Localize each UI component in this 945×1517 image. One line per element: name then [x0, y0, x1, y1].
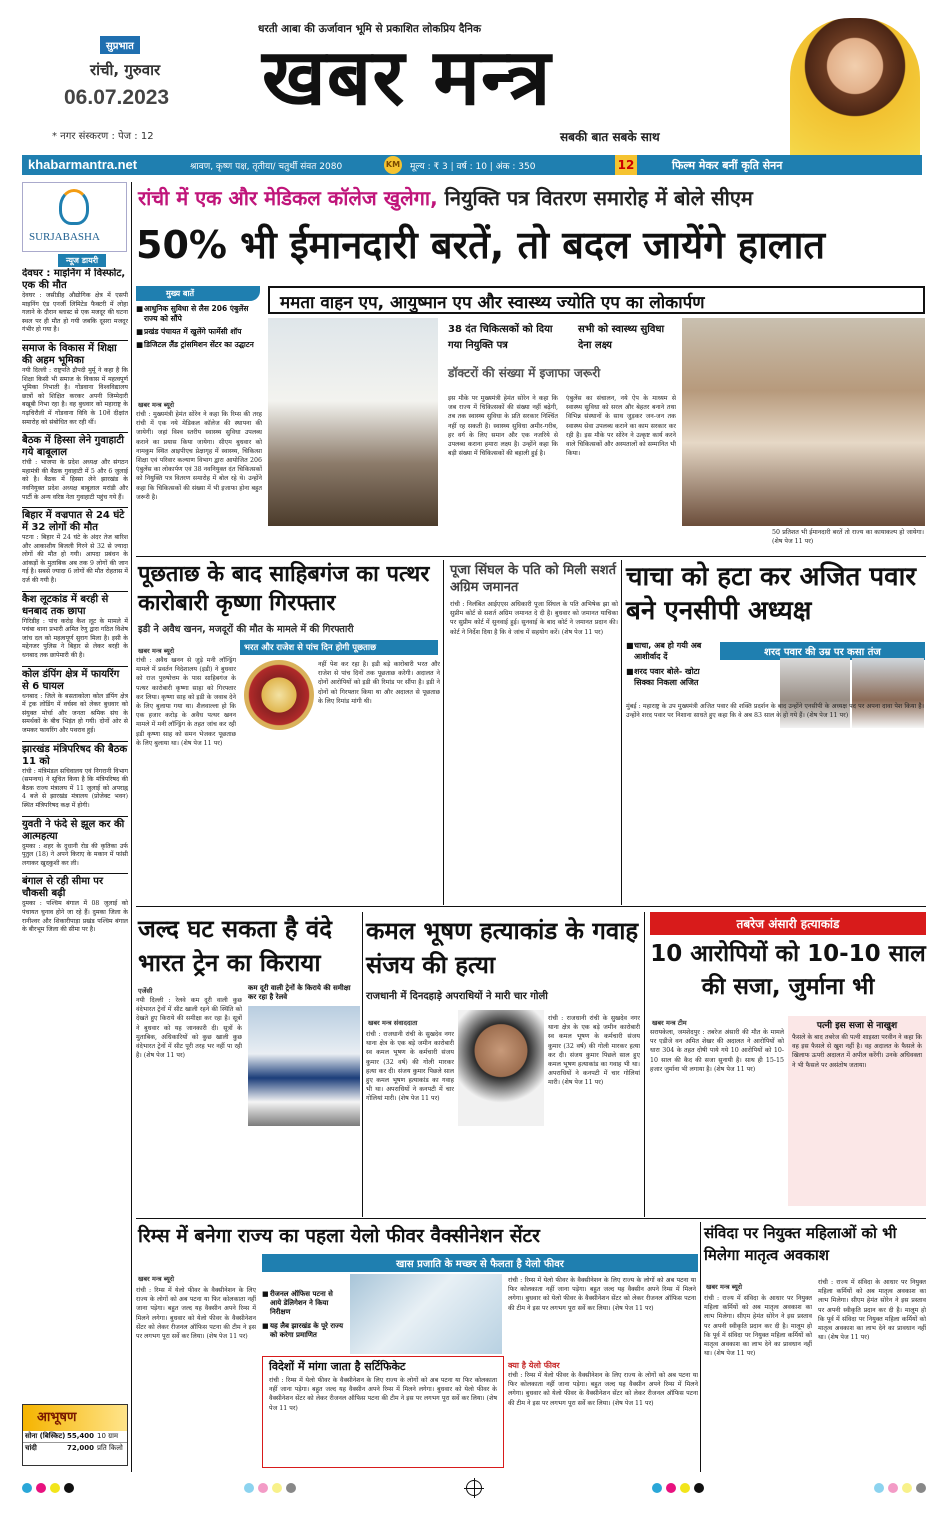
leave-headline: संविदा पर नियुक्त महिलाओं को भी मिलेगा मातृत्व अवकाश	[704, 1224, 897, 1264]
lead-body-3: एंबुलेंस का संचालन, नये ऐप के माध्यम से स्वास्थ्य सुविधा को सरल और बेहतर बनाने तथा विभिन्न संस्थानों के साथ जुड़कर जन-जन तक स्वास्थ्य सेवा उपलब्ध कराने का काम सरकार कर रही है। इस मौके पर सोरेन ने उत्कृष्ट कार्य करने वाले चिकित्सकों और अस्पतालों को सम्मानित भी किया।	[566, 395, 676, 458]
left-column-divider	[131, 182, 132, 1472]
tabrez-box-body: फैसले के बाद तबरेज की पत्नी शाइस्ता परवीन ने कहा कि वह इस फैसले से खुश नहीं है। वह अदालत के फैसले के खिलाफ ऊपरी अदालत में अपील करेंगी। उनके अधिवक्ता ने भी फैसले पर असंतोष जताया।	[792, 1034, 922, 1069]
tabrez-byline: खबर मन्त्र टीम	[652, 1019, 687, 1027]
kamal-headline: कमल भूषण हत्याकांड के गवाह संजय की हत्या	[366, 917, 639, 979]
sahibganj-box-title: भरत और राजेश से पांच दिन होगी पूछताछ	[240, 640, 438, 655]
rims-box-body: रांची : रिम्स में येलो फीवर के वैक्सीनेशन के लिए राज्य के लोगों को अब पटना या फिर कोलकाता नहीं जाना पड़ेगा। बहुत जल्द यह वैक्सीन अपने रिम्स में मिलने लगेगा। बुधवार को येलो फीवर के वैक्सीनेशन सेंटर को लेकर रीजनल ऑफिस पटना की टीम ने इस पर लगभग पूरा सर्वे कर लिया। (शेष पेज 11 पर)	[269, 1377, 497, 1412]
key-point: ■ डिजिटल लैंड ट्रांसमिशन सेंटर का उद्घाटन	[136, 340, 254, 349]
tabrez-box	[788, 1016, 926, 1206]
surjabasha-brand: SURJABASHA	[29, 231, 100, 243]
website-link[interactable]: khabarmantra.net	[28, 157, 138, 172]
train-body: नयी दिल्ली : रेलवे कम दूरी वाली कुछ वंदेभारत ट्रेनों में सीट खाली रहने की स्थिति को देखते हुए किराये की समीक्षा कर रहा है। सूत्रों ने बुधवार को यह जानकारी दी। सूत्रों के मुताबिक, अधिकारियों को कुछ खाली कुछ वंदेभारत ट्रेनों में सीट पूरी तरह भर नहीं पा रही है। (शेष पेज 11 पर)	[136, 997, 242, 1060]
diary-item: समाज के विकास में शिक्षा की अहम भूमिका नयी दिल्ली : राष्ट्रपति द्रौपदी मुर्मू ने कहा है कि शिक्षा किसी भी समाज के विकास में महत्वपूर्ण भूमिका निभाती है। गोंडवाना विश्वविद्यालय छात्रों को शिक्षित करकर अपनी जिम्मेदारी बखूबी निभा रहा है। वह बुधवार को महाराष्ट्र के गढ़चिरौली में गोंडवाना विवि के 10वें दीक्षांत समारोह को संबोधित कर रही थीं।	[22, 340, 128, 427]
ambulance-launch-photo	[268, 318, 438, 526]
diary-item: देवघर : माइनिंग में विस्फोट, एक की मौत देवघर : जसीडीह औद्योगिक क्षेत्र में एसपी माइनिंग एंड एनर्जी लिमिटेड फैक्टरी में लोहा गलाने के दौरान ब्लास्ट से एक मजदूर की घटना स्थल पर ही मौत हो गयी जबकि दूसरा मजदूर गंभीर हो गया है।	[22, 268, 128, 334]
sahibganj-body: रांची : अवैध खनन से जुड़े मनी लॉन्ड्रिंग मामले में प्रवर्तन निदेशालय (इडी) ने बुधवार को राज पुरुषोत्तम के पास साहिबगंज के पत्थर कारोबारी कृष्णा साहा को गिरफ्तार कर लिया। कृष्णा साह को इडी के जवाब देने के लिए बुलाया गया था। शैलवाल्‍ला हो कि एक हजार करोड़ के अवैध पत्थर खनन मामले में मनी लॉन्ड्रिंग के तहत जांच कर रही इडी कृष्णा साह को समन भेजकर पूछताछ के लिए बुलाया था। (शेष पेज 11 पर)	[136, 657, 236, 747]
color-dot-icon	[244, 1483, 296, 1493]
diary-item: झारखंड मंत्रिपरिषद की बैठक 11 को रांची : मंत्रिमंडल सचिवालय एवं निगरानी विभाग (समन्वय) ने सूचित किया है कि मंत्रिपरिषद की बैठक राज्य मंत्रालय में 11 जुलाई को अपराह्न 4 बजे से झारखंड मंत्रालय (प्रोजेक्ट भवन) स्थित मंत्रिपरिषद कक्ष में होगी।	[22, 741, 128, 811]
diary-item: बैठक में हिस्सा लेने गुवाहाटी गये बाबूलाल रांची : भाजपा के प्रदेश अध्यक्ष और संगठन महामंत्री की बैठक गुवाहाटी में 5 और 6 जुलाई को है। बैठक में हिस्सा लेने झारखंड के नवनियुक्त प्रदेश अध्यक्ष बाबूलाल मरांडी और पार्टी के अन्य वरिष्ठ नेता गुवाहाटी पहुंच गये हैं।	[22, 432, 128, 502]
tabrez-headline: 10 आरोपियों को 10-10 साल की सजा, जुर्माना भी	[650, 941, 926, 1000]
diary-item: बिहार में वज्रपात से 24 घंटे में 32 लोगों की मौत पटना : बिहार में 24 घंटे के अंदर तेज बारिश और आकाशीय बिजली गिरने से 32 से ज्यादा लोगों की मौत हो गयी। आपदा प्रबंधन के आंकड़ों के मुताबिक अब तक 9 लोगों की जान गई है। सबसे ज्यादा 6 लोगों की मौत रोहतास में दर्ज की गयी है।	[22, 507, 128, 586]
tagline-top: धरती आबा की ऊर्जावान भूमि से प्रकाशित लोकप्रिय दैनिक	[258, 23, 482, 35]
page-count-badge: 12	[615, 155, 637, 175]
pawar-headline: चाचा को हटा कर अजित पवार बने एनसीपी अध्यक्ष	[626, 562, 916, 626]
news-diary	[22, 268, 128, 1398]
lead-kicker	[138, 184, 928, 211]
crosshair-icon	[466, 1480, 482, 1496]
col-divider-1	[443, 560, 444, 905]
kamal-byline: खबर मन्त्र संवाददाता	[368, 1019, 418, 1027]
market-row: चांदी 72,000 प्रति किलो	[25, 1444, 123, 1452]
launch-banner: ममता वाहन एप, आयुष्मान एप और स्वास्थ्य ज्योति एप का लोकार्पण	[268, 286, 925, 314]
key-point: ■ प्रखंड पंचायत में खुलेंगे फार्मेसी शॉप	[136, 327, 242, 336]
col-divider-2	[621, 560, 622, 905]
tabrez-box-title: पत्नी इस सजा से नाखुश	[816, 1021, 898, 1031]
award-ceremony-photo	[682, 318, 925, 526]
key-points-box	[136, 286, 260, 394]
pawar-box-title: शरद पवार की उम्र पर कसा तंज	[720, 642, 925, 660]
news-diary-label: न्यूज डायरी	[58, 254, 106, 267]
lead-body-2: इस मौके पर मुख्यमंत्री हेमंत सोरेन ने कहा कि जब राज्य में चिकित्सकों की संख्या नहीं बढ़ेगी, तब तक स्वास्थ्य सुविधा के प्रति सरकार निश्चिंत नहीं रह सकती है। स्वास्थ्य सुविधा अमीर-गरीब, हर वर्ग के लिए समान और एक नजरिये से उपलब्ध कराना हमारा लक्ष्य है। उन्होंने कहा कि बड़ी संख्या में चिकित्सकों की बहाली हुई है।	[448, 395, 558, 458]
kamal-body: रांची : राजधानी रांची के सुखदेव नगर थाना क्षेत्र के एक बड़े जमीन कारोबारी स्व कमल भूषण के कर्मचारी संजय कुमार (32 वर्ष) की गोली मारकर हत्या कर दी। संजय कुमार पिछले साल हुए कमल भूषण हत्याकांड का गवाह भी था। अपराधियों ने कनपटी में चार गोलियां मारी। (शेष पेज 11 पर)	[366, 1031, 454, 1103]
ed-logo-icon	[244, 660, 314, 730]
actress-photo	[790, 18, 920, 155]
color-dot-icon	[22, 1483, 74, 1493]
pawar-point: ■ चाचा, अब हो गयी अब आशीर्वाद दें	[626, 641, 702, 661]
victim-photo	[458, 1010, 544, 1126]
sahibganj-byline: खबर मन्त्र ब्यूरो	[138, 647, 175, 655]
tabrez-body: सरायकेला, जमशेदपुर : तबरेज अंसारी की मौत के मामले पर एडीजे वन अमित शेखर की अदालत ने आरोपियों को धारा 304 के तहत दोषी पाये गये 10 आरोपियों को 10-10 साल की कैद की सजा सुनायी है। साथ ही 15-15 हजार जुर्माना भी लगाया है। (शेष पेज 11 पर)	[650, 1029, 784, 1073]
lead-divider	[136, 556, 926, 557]
diary-item: कैश लूटकांड में बरही से धनबाद तक छापा गिरिडीह : पांच करोड़ कैश लूट के मामले में पचंबा थाना प्रभारी अमित रेणु द्वारा गठित विशेष जांच दल को महत्वपूर्ण सुराग मिला है। इसी के मद्देनजर पुलिस ने बिहार से लेकर बरही के धनबाद तक छापेमारी की है।	[22, 591, 128, 661]
lead-body-4: 50 प्रतिशत भी ईमानदारी बरतें तो राज्य का कायाकल्प हो जायेगा। (शेष पेज 11 पर)	[772, 529, 924, 546]
color-dot-icon	[874, 1483, 926, 1493]
col-divider-5	[700, 1222, 701, 1472]
tabrez-kicker: तबरेज अंसारी हत्याकांड	[650, 912, 926, 935]
info-strip	[22, 155, 922, 175]
diary-item: युवती ने फंदे से झूल कर की आत्महत्या दुमका : शहर के दुधानी रोड की कृतिका उर्फ पुतुल (18) ने अपने किराए के मकान में फांसी लगाकर खुदकुशी कर ली।	[22, 816, 128, 869]
col-divider-4	[644, 912, 645, 1217]
rims-box2-title: क्या है येलो फीवर	[508, 1361, 560, 1370]
teaser-link[interactable]: फिल्म मेकर बनीं कृति सेनन	[672, 159, 783, 172]
kamal-body-2: रांची : राजधानी रांची के सुखदेव नगर थाना क्षेत्र के एक बड़े जमीन कारोबारी स्व कमल भूषण के कर्मचारी संजय कुमार (32 वर्ष) की गोली मारकर हत्या कर दी। संजय कुमार पिछले साल हुए कमल भूषण हत्याकांड का गवाह भी था। अपराधियों ने कनपटी में चार गोलियां मारी। (शेष पेज 11 पर)	[548, 1015, 640, 1087]
key-point: ■ आधुनिक सुविधा से लैस 206 एंबुलेंस राज्य को सौंपे	[136, 304, 249, 323]
market-row: सोना (बिस्किट) 55,400 10 ग्राम	[23, 1431, 127, 1443]
leave-byline: खबर मन्त्र ब्यूरो	[706, 1283, 743, 1291]
km-logo-icon: KM	[384, 156, 402, 174]
vande-bharat-photo	[248, 1006, 360, 1126]
puja-headline: पूजा सिंघल के पति को मिली सशर्त अग्रिम जमानत	[450, 563, 617, 595]
pawar-point: ■ शरद पवार बोले- खोटा सिक्का निकला अजित	[626, 667, 700, 687]
masthead-title: खबर मन्त्र	[262, 33, 552, 123]
rims-point: ■ रीजनल ऑफिस पटना से आये डेलिगेशन ने किया निरीक्षण	[262, 1290, 333, 1316]
rims-box-2	[508, 1360, 698, 1468]
sahibganj-sub: इडी ने अवैध खनन, मजदूरों की मौत के मामले में की गिरफ्तारी	[138, 624, 354, 635]
sub-health-for-all: सभी को स्वास्थ्य सुविधा देना लक्ष्य	[578, 324, 665, 351]
surjabasha-ad[interactable]	[22, 182, 127, 252]
footer-registration-marks	[22, 1478, 926, 1498]
rims-byline: खबर मन्त्र ब्यूरो	[138, 1275, 175, 1283]
market-box	[22, 1404, 128, 1466]
sub-doctors: डॉक्टरों की संख्या में इजाफा जरूरी	[448, 366, 601, 380]
key-points-label: मुख्य बातें	[136, 286, 260, 301]
leave-body-2: रांची : राज्य में संविदा के आधार पर नियुक्त महिला कर्मियों को अब मातृत्व अवकाश का लाभ मिलेगा। सीएम हेमंत सोरेन ने इस प्रस्ताव पर अपनी स्वीकृति प्रदान कर दी है। मालूम हो कि पूर्व में संविदा पर नियुक्त महिला कर्मियों को मातृत्व अवकाश का लाभ देने का प्रावधान नहीं था। (शेष पेज 11 पर)	[818, 1279, 926, 1342]
date: 06.07.2023	[64, 86, 170, 109]
rims-headline: रिम्स में बनेगा राज्य का पहला येलो फीवर वैक्सीनेशन सेंटर	[138, 1225, 540, 1247]
masthead	[0, 0, 945, 155]
rims-point: ■ यह लैब झारखंड के पूरे राज्य को करेगा प्रमाणित	[262, 1322, 344, 1339]
slogan: सबकी बात सबके साथ	[560, 130, 660, 144]
lead-headline: 50% भी ईमानदारी बरतें, तो बदल जायेंगे हालात	[136, 223, 826, 267]
vaccine-photo	[350, 1274, 502, 1354]
train-caption: कम दूरी वाली ट्रेनों के किराये की समीक्षा कर रहा है रेलवे	[248, 984, 351, 1001]
market-label: आभूषण	[23, 1405, 127, 1431]
sahibganj-headline: पूछताछ के बाद साहिबगंज का पत्थर कारोबारी कृष्णा गिरफ्तार	[138, 562, 430, 616]
puja-body: रांची : निलंबित आईएएस अधिकारी पूजा सिंघल के पति अभिषेक झा को सुप्रीम कोर्ट से सशर्त अग्रिम जमानत दे दी है। बुधवार को जमानत याचिका पर सुप्रीम कोर्ट में सुनवाई हुई। सुनवाई के बाद कोर्ट ने जमानत प्रदान की। कोर्ट ने निर्देश दिया है कि वे जांच में सहयोग करें। (शेष पेज 11 पर)	[450, 601, 618, 636]
rims-box-title: विदेशों में मांगा जाता है सर्टिफिकेट	[269, 1360, 406, 1373]
rims-box2-body: रांची : रिम्स में येलो फीवर के वैक्सीनेशन के लिए राज्य के लोगों को अब पटना या फिर कोलकाता नहीं जाना पड़ेगा। बहुत जल्द यह वैक्सीन अपने रिम्स में मिलने लगेगा। बुधवार को येलो फीवर के वैक्सीनेशन सेंटर को लेकर रीजनल ऑफिस पटना की टीम ने इस पर लगभग पूरा सर्वे कर लिया। (शेष पेज 11 पर)	[508, 1372, 698, 1407]
lead-body-1: रांची : मुख्यमंत्री हेमंत सोरेन ने कहा कि रिम्स की तरह रांची में एक नये मेडिकल कॉलेज की स्थापना की जायेगी। जहां विश्व स्तरीय स्वास्थ्य सुविधा उपलब्ध कराने का प्रयास किया जायेगा। सीएम बुधवार को नामकुम स्थित आइपीएच प्रेक्षागृह में स्वास्थ्य, चिकित्सा शिक्षा एवं परिवार कल्याण विभाग द्वारा आयोजित 206 एंबुलेंस का लोकार्पण एवं 38 नवनियुक्त दंत चिकित्सकों को नियुक्ति पत्र वितरण समारोह में बोल रहे थे। उन्होंने कहा कि चिकित्सकों की संख्या में भी इजाफा होना बहुत जरूरी है।	[136, 411, 262, 501]
surjabasha-logo-icon	[59, 189, 89, 225]
rims-sub: खास प्रजाति के मच्छर से फैलता है येलो फीवर	[262, 1254, 698, 1272]
lead-kicker-red: रांची में एक और मेडिकल कॉलेज खुलेगा,	[138, 186, 438, 210]
lower-divider	[136, 1218, 926, 1219]
edition-tag: सुप्रभात	[100, 36, 140, 54]
train-byline: एजेंसी	[138, 987, 153, 995]
leave-body: रांची : राज्य में संविदा के आधार पर नियुक्त महिला कर्मियों को अब मातृत्व अवकाश का लाभ मिलेगा। सीएम हेमंत सोरेन ने इस प्रस्ताव पर अपनी स्वीकृति प्रदान कर दी है। मालूम हो कि पूर्व में संविदा पर नियुक्त महिला कर्मियों को मातृत्व अवकाश का लाभ देने का प्रावधान नहीं था। (शेष पेज 11 पर)	[704, 1295, 812, 1358]
city-day: रांची, गुरुवार	[90, 61, 161, 79]
sahibganj-box-body: नहीं पेश कर रहा है। इडी बड़े कारोबारी भरत और राजेश से पांच दिनों तक पूछताछ करेगी। अदालत ने दोनों आरोपियों को इडी की रिमांड पर सौंपा है। इडी ने दोनों को गिरफ्तार किया था और अदालत से पूछताछ के लिए रिमांड मांगी थी।	[318, 661, 440, 705]
col-divider-3	[362, 912, 363, 1217]
color-dot-icon	[652, 1483, 704, 1493]
pawar-body: मुंबई : महाराष्ट्र के उप मुख्यमंत्री अजित पवार की शक्ति प्रदर्शन के बाद उन्होंने एनसीपी के अध्यक्ष पद पर अपना दावा पेश किया है। उन्होंने शरद पवार पर निशाना साधते हुए कहा कि वे अब 83 साल के हो गये हैं। (शेष पेज 11 पर)	[626, 703, 924, 720]
rims-body-2: रांची : रिम्स में येलो फीवर के वैक्सीनेशन के लिए राज्य के लोगों को अब पटना या फिर कोलकाता नहीं जाना पड़ेगा। बहुत जल्द यह वैक्सीन अपने रिम्स में मिलने लगेगा। बुधवार को येलो फीवर के वैक्सीनेशन सेंटर को लेकर रीजनल ऑफिस पटना की टीम ने इस पर लगभग पूरा सर्वे कर लिया। (शेष पेज 11 पर)	[508, 1277, 696, 1312]
rims-body: रांची : रिम्स में येलो फीवर के वैक्सीनेशन के लिए राज्य के लोगों को अब पटना या फिर कोलकाता नहीं जाना पड़ेगा। बहुत जल्द यह वैक्सीन अपने रिम्स में मिलने लगेगा। बुधवार को येलो फीवर के वैक्सीनेशन सेंटर को लेकर रीजनल ऑफिस पटना की टीम ने इस पर लगभग पूरा सर्वे कर लिया। (शेष पेज 11 पर)	[136, 1287, 256, 1341]
kamal-sub: राजधानी में दिनदहाड़े अपराधियों ने मारी चार गोली	[366, 991, 548, 1002]
diary-item: कोल डंपिंग क्षेत्र में फायरिंग से 6 घायल धनबाद : जिले के बसताकोला कोल डंपिंग क्षेत्र में ट्रक लोडिंग में वर्चस्व को लेकर बुधवार को संयुक्त मोर्चा और जनता श्रमिक संघ के समर्थकों के बीच भिड़ंत हो गयी। दोनों ओर से जमकर फायरिंग और पथराव हुई।	[22, 666, 128, 736]
info-strip-text: श्रावण, कृष्ण पक्ष, तृतीया/ चतुर्थी संवत 2080	[190, 162, 343, 172]
rims-box	[262, 1356, 504, 1468]
price-info: मूल्य : ₹ 3 | वर्ष : 10 | अंक : 350	[410, 162, 536, 172]
lead-kicker-rest: नियुक्ति पत्र वितरण समारोह में बोले सीएम	[444, 186, 753, 210]
mid-divider	[136, 906, 926, 907]
sub-dentists: 38 दंत चिकित्सकों को दिया गया नियुक्ति पत्र	[448, 324, 553, 351]
city-edition: * नगर संस्करण : पेज : 12	[52, 131, 154, 142]
train-headline: जल्द घट सकता है वंदे भारत ट्रेन का किराया	[138, 915, 332, 977]
diary-item: बंगाल से रही सीमा पर चौकसी बढ़ी दुमका : पश्चिम बंगाल में 08 जुलाई को पंचायत चुनाव होने जा रहे हैं। दुमका जिला के रानीश्वर और शिकारीपाड़ा प्रखंड पश्चिम बंगाल के बीरभूम जिला की सीमा पर है।	[22, 873, 128, 934]
lead-byline: खबर मन्त्र ब्यूरो	[138, 401, 175, 409]
